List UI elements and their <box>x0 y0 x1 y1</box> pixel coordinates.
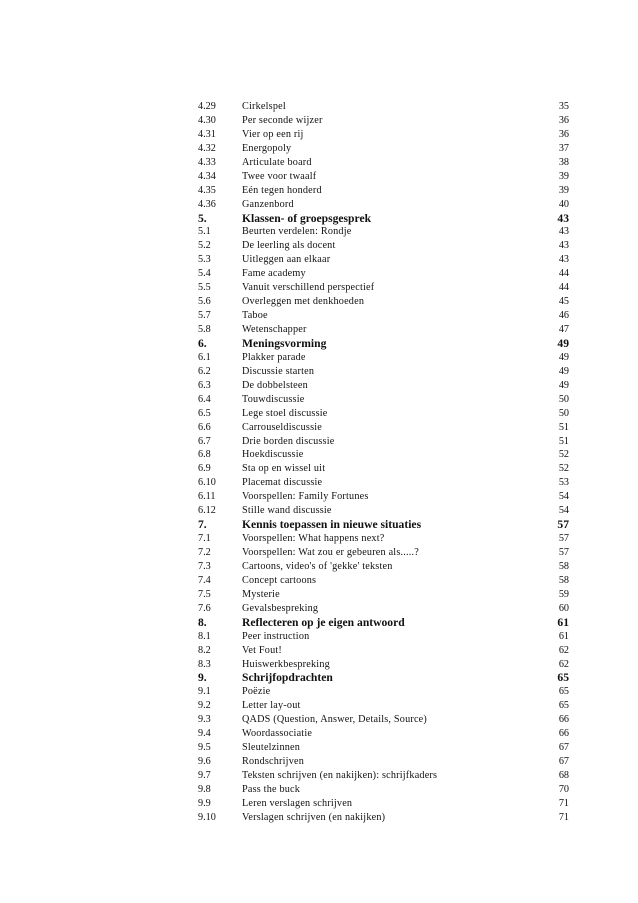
toc-entry-title: Verslagen schrijven (en nakijken) <box>242 811 386 823</box>
toc-entry-number: 5.6 <box>198 296 211 308</box>
toc-entry-title: Voorspellen: Wat zou er gebeuren als.....? <box>242 547 419 558</box>
toc-entry-page: 40 <box>558 198 569 210</box>
toc-entry <box>198 602 572 616</box>
toc-entry-title: Klassen- of groepsgesprek <box>242 211 372 225</box>
toc-entry <box>198 546 572 560</box>
toc-entry-page: 59 <box>558 588 569 600</box>
toc-chapter-heading <box>198 518 572 532</box>
toc-entry-title: Schrijfopdrachten <box>242 671 333 685</box>
toc-entry-page: 43 <box>558 254 569 266</box>
toc-chapter-heading <box>198 212 572 226</box>
toc-entry-title: Placemat discussie <box>242 477 323 489</box>
toc-entry-number: 6.2 <box>198 365 211 377</box>
toc-entry-title: Voorspellen: What happens next? <box>242 533 385 545</box>
toc-entry-number: 9.7 <box>198 770 211 781</box>
toc-entry-page: 65 <box>558 700 569 712</box>
toc-entry-title: Peer instruction <box>242 630 310 642</box>
toc-entry-title: Touwdiscussie <box>242 393 305 405</box>
toc-entry-title: Kennis toepassen in nieuwe situaties <box>242 518 422 532</box>
toc-entry <box>198 156 572 170</box>
toc-entry-title: Gevalsbespreking <box>242 602 319 614</box>
toc-entry-page: 53 <box>558 477 569 489</box>
toc-entry-number: 5.4 <box>198 268 211 280</box>
toc-entry-page: 49 <box>558 351 569 363</box>
toc-entry-page: 65 <box>557 671 569 685</box>
toc-entry-title: Lege stoel discussie <box>242 407 328 419</box>
toc-entry <box>198 128 572 142</box>
toc-entry-page: 68 <box>558 770 569 781</box>
toc-entry-number: 9.4 <box>198 728 211 740</box>
toc-entry <box>198 574 572 588</box>
toc-entry-page: 49 <box>558 365 569 377</box>
toc-entry <box>198 727 572 741</box>
toc-entry-title: Drie borden discussie <box>242 435 335 447</box>
toc-entry <box>198 407 572 421</box>
toc-entry-page: 49 <box>558 379 569 391</box>
toc-entry-title: Plakker parade <box>242 351 306 363</box>
toc-entry-title: QADS (Question, Answer, Details, Source) <box>242 714 427 726</box>
toc-entry-number: 7.5 <box>198 588 211 600</box>
toc-entry-number: 7. <box>198 518 207 532</box>
toc-entry <box>198 630 572 644</box>
toc-entry-title: Per seconde wijzer <box>242 114 323 126</box>
toc-entry-number: 8.1 <box>198 630 211 642</box>
toc-entry <box>198 532 572 546</box>
toc-entry-title: Uitleggen aan elkaar <box>242 254 331 266</box>
toc-entry-number: 7.3 <box>198 560 211 572</box>
toc-entry-title: Cartoons, video's of 'gekke' teksten <box>242 560 393 572</box>
toc-entry-page: 57 <box>557 518 569 532</box>
toc-entry-title: Teksten schrijven (en nakijken): schrijfkaders <box>242 770 438 781</box>
toc-entry-number: 9.2 <box>198 700 211 712</box>
toc-entry-title: Letter lay-out <box>242 700 301 712</box>
toc-entry-number: 4.31 <box>198 128 216 140</box>
toc-entry-title: Overleggen met denkhoeden <box>242 296 365 308</box>
toc-entry-number: 6.9 <box>198 463 211 475</box>
toc-entry-title: Ganzenbord <box>242 198 294 210</box>
toc-entry <box>198 741 572 755</box>
toc-entry-title: Fame academy <box>242 268 306 280</box>
toc-entry <box>198 560 572 574</box>
toc-entry-page: 49 <box>557 336 569 350</box>
toc-entry-title: Taboe <box>242 310 268 322</box>
table-of-contents <box>198 100 572 825</box>
toc-chapter-heading <box>198 671 572 685</box>
toc-entry-page: 62 <box>558 644 569 656</box>
toc-entry <box>198 811 572 825</box>
toc-entry-page: 52 <box>558 463 569 475</box>
toc-entry-title: Cirkelspel <box>242 101 286 112</box>
toc-entry-page: 61 <box>558 630 569 642</box>
toc-entry <box>198 379 572 393</box>
toc-entry-title: Concept cartoons <box>242 574 317 586</box>
toc-entry <box>198 351 572 365</box>
toc-entry-page: 35 <box>558 101 569 112</box>
toc-entry-page: 62 <box>558 658 569 670</box>
toc-entry-number: 4.35 <box>198 184 216 196</box>
toc-entry-page: 51 <box>558 421 569 433</box>
toc-entry-page: 44 <box>558 282 569 294</box>
toc-entry-title: Pass the buck <box>242 783 301 795</box>
toc-entry-number: 6.4 <box>198 393 211 405</box>
toc-entry-page: 58 <box>558 560 569 572</box>
toc-entry-page: 71 <box>558 811 569 823</box>
toc-entry-number: 6.5 <box>198 407 211 419</box>
toc-entry-number: 5.2 <box>198 240 211 252</box>
toc-entry <box>198 170 572 184</box>
toc-entry-number: 6. <box>198 336 207 350</box>
toc-entry-page: 58 <box>558 574 569 586</box>
toc-entry-number: 9. <box>198 671 207 685</box>
toc-entry-title: Wetenschapper <box>242 324 307 335</box>
toc-entry-title: Energopoly <box>242 142 292 154</box>
toc-entry-page: 71 <box>558 797 569 809</box>
toc-entry-number: 9.1 <box>198 686 211 698</box>
toc-entry-title: Discussie starten <box>242 365 315 377</box>
toc-entry-title: Vier op een rij <box>242 128 304 140</box>
toc-entry <box>198 797 572 811</box>
toc-entry <box>198 755 572 769</box>
toc-entry <box>198 365 572 379</box>
toc-entry <box>198 142 572 156</box>
toc-entry <box>198 100 572 114</box>
toc-entry-number: 6.11 <box>198 491 216 503</box>
toc-entry-number: 7.2 <box>198 547 211 558</box>
toc-entry-page: 47 <box>558 324 569 335</box>
toc-entry-page: 46 <box>558 310 569 322</box>
toc-entry-page: 70 <box>558 783 569 795</box>
toc-entry-number: 5.3 <box>198 254 211 266</box>
toc-entry-page: 45 <box>558 296 569 308</box>
toc-entry-title: Eén tegen honderd <box>242 184 322 196</box>
toc-entry-title: Vet Fout! <box>242 644 283 656</box>
toc-entry-page: 67 <box>558 742 569 754</box>
toc-entry-page: 57 <box>558 547 569 558</box>
toc-entry <box>198 323 572 337</box>
toc-entry-title: Huiswerkbespreking <box>242 658 330 670</box>
toc-entry-page: 66 <box>558 728 569 740</box>
toc-entry <box>198 658 572 672</box>
toc-entry <box>198 421 572 435</box>
toc-entry-number: 5.8 <box>198 324 211 335</box>
toc-entry <box>198 588 572 602</box>
toc-entry <box>198 435 572 449</box>
toc-entry-number: 7.6 <box>198 602 211 614</box>
toc-entry-page: 60 <box>558 602 569 614</box>
toc-entry-title: Sta op en wissel uit <box>242 463 326 475</box>
toc-entry <box>198 490 572 504</box>
toc-entry-title: Mysterie <box>242 588 280 600</box>
toc-entry-number: 7.1 <box>198 533 211 545</box>
toc-entry-number: 4.36 <box>198 198 216 210</box>
toc-entry-page: 57 <box>558 533 569 545</box>
toc-entry-number: 5.1 <box>198 226 211 238</box>
toc-entry <box>198 198 572 212</box>
toc-entry-page: 39 <box>558 170 569 182</box>
toc-entry-number: 8.3 <box>198 658 211 670</box>
toc-entry-page: 38 <box>558 156 569 168</box>
toc-entry-number: 9.6 <box>198 756 211 768</box>
toc-entry-title: Rondschrijven <box>242 756 305 768</box>
toc-entry-number: 9.8 <box>198 783 211 795</box>
toc-entry-title: Vanuit verschillend perspectief <box>242 282 375 294</box>
toc-entry-page: 67 <box>558 756 569 768</box>
toc-entry-number: 9.3 <box>198 714 211 726</box>
toc-entry-title: Hoekdiscussie <box>242 449 304 461</box>
toc-entry-title: Leren verslagen schrijven <box>242 797 353 809</box>
toc-entry-title: Stille wand discussie <box>242 505 332 517</box>
toc-entry <box>198 504 572 518</box>
toc-entry-title: Reflecteren op je eigen antwoord <box>242 615 405 629</box>
toc-entry-title: Voorspellen: Family Fortunes <box>242 491 369 503</box>
toc-entry-number: 4.33 <box>198 156 216 168</box>
toc-entry-number: 9.9 <box>198 797 211 809</box>
toc-entry-number: 9.10 <box>198 811 216 823</box>
toc-entry <box>198 225 572 239</box>
toc-entry <box>198 699 572 713</box>
toc-entry-page: 44 <box>558 268 569 280</box>
toc-entry-number: 8. <box>198 615 207 629</box>
toc-entry <box>198 114 572 128</box>
toc-entry-page: 51 <box>558 435 569 447</box>
toc-entry-title: Poëzie <box>242 686 271 698</box>
toc-entry-number: 5.5 <box>198 282 211 294</box>
toc-entry-page: 61 <box>557 615 569 629</box>
toc-entry <box>198 713 572 727</box>
toc-entry <box>198 685 572 699</box>
toc-entry-number: 6.1 <box>198 351 211 363</box>
toc-entry-title: Sleutelzinnen <box>242 742 301 754</box>
toc-entry <box>198 448 572 462</box>
toc-entry-title: Beurten verdelen: Rondje <box>242 226 352 238</box>
toc-entry <box>198 253 572 267</box>
toc-chapter-heading <box>198 616 572 630</box>
toc-entry-title: Woordassociatie <box>242 728 313 740</box>
toc-entry-title: Carrouseldiscussie <box>242 421 322 433</box>
toc-entry <box>198 295 572 309</box>
toc-entry-title: Twee voor twaalf <box>242 170 317 182</box>
toc-entry-number: 4.34 <box>198 170 216 182</box>
toc-entry <box>198 309 572 323</box>
toc-chapter-heading <box>198 337 572 351</box>
toc-entry-title: Articulate board <box>242 156 312 168</box>
toc-entry-title: Meningsvorming <box>242 336 327 350</box>
toc-entry-page: 39 <box>558 184 569 196</box>
toc-entry-page: 36 <box>558 128 569 140</box>
toc-entry-title: De dobbelsteen <box>242 379 308 391</box>
toc-entry-page: 52 <box>558 449 569 461</box>
toc-entry-page: 43 <box>557 211 569 225</box>
toc-entry-number: 4.32 <box>198 142 216 154</box>
toc-entry-page: 50 <box>558 393 569 405</box>
toc-entry-number: 6.3 <box>198 379 211 391</box>
toc-entry-page: 65 <box>558 686 569 698</box>
toc-entry-page: 37 <box>558 142 569 154</box>
toc-entry-number: 4.29 <box>198 101 216 112</box>
toc-entry-number: 6.7 <box>198 435 211 447</box>
toc-entry-page: 66 <box>558 714 569 726</box>
toc-entry <box>198 239 572 253</box>
toc-entry <box>198 393 572 407</box>
toc-entry-number: 8.2 <box>198 644 211 656</box>
toc-entry-number: 6.8 <box>198 449 211 461</box>
toc-entry-number: 5.7 <box>198 310 211 322</box>
toc-entry-number: 6.6 <box>198 421 211 433</box>
toc-entry <box>198 769 572 783</box>
toc-entry-number: 7.4 <box>198 574 211 586</box>
toc-entry <box>198 783 572 797</box>
toc-entry-number: 6.12 <box>198 505 216 517</box>
toc-entry <box>198 267 572 281</box>
toc-entry <box>198 462 572 476</box>
toc-entry-number: 5. <box>198 211 207 225</box>
toc-entry-page: 54 <box>558 491 569 503</box>
toc-entry <box>198 476 572 490</box>
toc-entry-number: 6.10 <box>198 477 216 489</box>
toc-entry-page: 43 <box>558 240 569 252</box>
toc-entry-number: 4.30 <box>198 114 216 126</box>
toc-entry-title: De leerling als docent <box>242 240 336 252</box>
toc-entry-page: 36 <box>558 114 569 126</box>
toc-entry-page: 54 <box>558 505 569 517</box>
toc-entry-page: 43 <box>558 226 569 238</box>
toc-entry-page: 50 <box>558 407 569 419</box>
toc-entry-number: 9.5 <box>198 742 211 754</box>
toc-entry <box>198 184 572 198</box>
toc-entry <box>198 281 572 295</box>
toc-entry <box>198 644 572 658</box>
